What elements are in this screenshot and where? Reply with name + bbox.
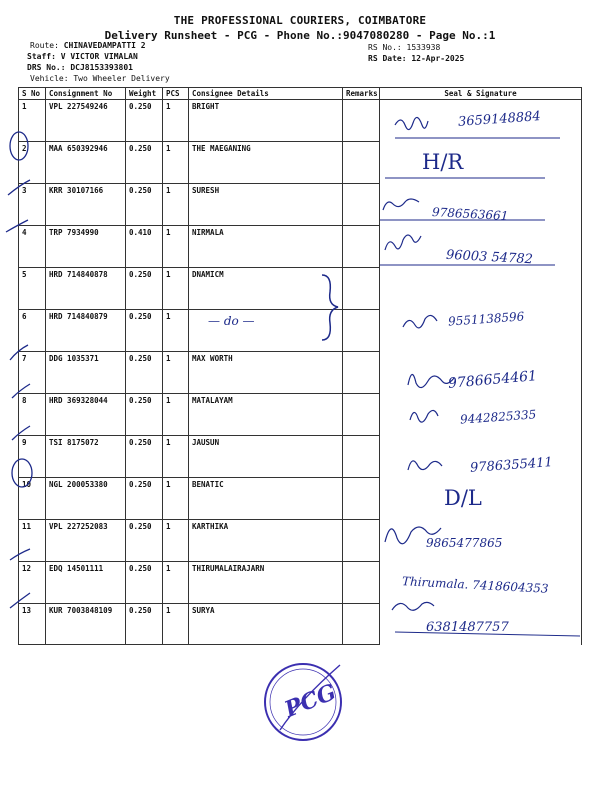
cell-sno: 8 bbox=[19, 394, 46, 436]
runsheet-subtitle: Delivery Runsheet - PCG - Phone No.:9047080280 - Page No.:1 bbox=[104, 29, 496, 42]
cell-weight: 0.250 bbox=[126, 562, 163, 604]
sig-row2: H/R bbox=[422, 150, 464, 174]
cell-consignment: HRD 714840878 bbox=[46, 268, 126, 310]
cell-pcs: 1 bbox=[163, 520, 189, 562]
cell-consignment: EDQ 14501111 bbox=[46, 562, 126, 604]
col-consignee: Consignee Details bbox=[189, 88, 343, 100]
cell-sno: 6 bbox=[19, 310, 46, 352]
route-value: CHINAVEDAMPATTI 2 bbox=[63, 41, 146, 50]
cell-consignee: BRIGHT bbox=[189, 100, 343, 142]
cell-consignment: VPL 227252083 bbox=[46, 520, 126, 562]
cell-pcs: 1 bbox=[163, 478, 189, 520]
cell-consignee: JAUSUN bbox=[189, 436, 343, 478]
cell-consignment: TRP 7934990 bbox=[46, 226, 126, 268]
cell-pcs: 1 bbox=[163, 100, 189, 142]
cell-sno: 4 bbox=[19, 226, 46, 268]
company-title: THE PROFESSIONAL COURIERS, COIMBATORE bbox=[173, 14, 427, 27]
cell-weight: 0.250 bbox=[126, 604, 163, 645]
staff-value: V VICTOR VIMALAN bbox=[60, 52, 138, 61]
cell-consignment: HRD 714840879 bbox=[46, 310, 126, 352]
cell-consignment: HRD 369328044 bbox=[46, 394, 126, 436]
cell-pcs: 1 bbox=[163, 268, 189, 310]
cell-pcs: 1 bbox=[163, 142, 189, 184]
sig-row8: 9442825335 bbox=[459, 407, 537, 427]
rs-no-value: 1533938 bbox=[406, 43, 441, 52]
cell-sno: 5 bbox=[19, 268, 46, 310]
cell-pcs: 1 bbox=[163, 604, 189, 645]
cell-weight: 0.250 bbox=[126, 142, 163, 184]
cell-weight: 0.250 bbox=[126, 100, 163, 142]
cell-consignee: SURYA bbox=[189, 604, 343, 645]
col-remarks: Remarks bbox=[343, 88, 380, 100]
col-weight: Weight bbox=[126, 88, 163, 100]
cell-pcs: 1 bbox=[163, 352, 189, 394]
cell-consignee: SURESH bbox=[189, 184, 343, 226]
sig-row13a: Thirumala. 7418604353 bbox=[401, 574, 549, 596]
cell-sno: 11 bbox=[19, 520, 46, 562]
cell-sno: 3 bbox=[19, 184, 46, 226]
cell-sno: 12 bbox=[19, 562, 46, 604]
cell-consignment: KRR 30107166 bbox=[46, 184, 126, 226]
rs-date-label: RS Date: bbox=[368, 54, 407, 63]
cell-weight: 0.250 bbox=[126, 394, 163, 436]
cell-sno: 9 bbox=[19, 436, 46, 478]
cell-pcs: 1 bbox=[163, 184, 189, 226]
vehicle-label: Vehicle: bbox=[30, 74, 69, 83]
cell-consignment: VPL 227549246 bbox=[46, 100, 126, 142]
sig-row10: 9786355411 bbox=[469, 455, 554, 476]
cell-weight: 0.250 bbox=[126, 520, 163, 562]
sig-row11: D/L bbox=[444, 486, 482, 510]
cell-weight: 0.250 bbox=[126, 478, 163, 520]
drs-value: DCJ8153393801 bbox=[70, 63, 133, 72]
sig-row3: 9786563661 bbox=[431, 205, 509, 223]
col-sno: S No bbox=[19, 88, 46, 100]
cell-weight: 0.250 bbox=[126, 352, 163, 394]
cell-weight: 0.410 bbox=[126, 226, 163, 268]
cell-consignee: BENATIC bbox=[189, 478, 343, 520]
staff-label: Staff: bbox=[27, 52, 56, 61]
cell-consignment: KUR 7003848109 bbox=[46, 604, 126, 645]
col-seal: Seal & Signature bbox=[380, 88, 582, 100]
cell-consignment: DDG 1035371 bbox=[46, 352, 126, 394]
rs-date-value: 12-Apr-2025 bbox=[411, 54, 465, 63]
vehicle-value: Two Wheeler Delivery bbox=[73, 74, 170, 83]
cell-sno: 1 bbox=[19, 100, 46, 142]
cell-weight: 0.250 bbox=[126, 184, 163, 226]
cell-weight: 0.250 bbox=[126, 436, 163, 478]
sig-row13b: 6381487757 bbox=[426, 620, 509, 635]
sig-row12: 9865477865 bbox=[426, 536, 503, 550]
cell-consignee: DNAMICM bbox=[189, 268, 343, 310]
sig-row7: 9786654461 bbox=[447, 368, 538, 392]
cell-consignment: MAA 650392946 bbox=[46, 142, 126, 184]
ditto-mark: — do — bbox=[208, 314, 255, 328]
cell-weight: 0.250 bbox=[126, 310, 163, 352]
cell-pcs: 1 bbox=[163, 310, 189, 352]
cell-weight: 0.250 bbox=[126, 268, 163, 310]
sig-row4: 96003 54782 bbox=[445, 247, 534, 268]
cell-consignee: THE MAEGANING bbox=[189, 142, 343, 184]
cell-sno: 13 bbox=[19, 604, 46, 645]
cell-pcs: 1 bbox=[163, 226, 189, 268]
col-pcs: PCS bbox=[163, 88, 189, 100]
sig-row6: 9551138596 bbox=[447, 309, 525, 329]
cell-consignee: MATALAYAM bbox=[189, 394, 343, 436]
cell-sno: 7 bbox=[19, 352, 46, 394]
cell-consignee: NIRMALA bbox=[189, 226, 343, 268]
cell-pcs: 1 bbox=[163, 436, 189, 478]
sig-row1: 3659148884 bbox=[457, 109, 542, 130]
cell-consignee: KARTHIKA bbox=[189, 520, 343, 562]
cell-consignee: THIRUMALAIRAJARN bbox=[189, 562, 343, 604]
cell-consignment: NGL 200053380 bbox=[46, 478, 126, 520]
drs-label: DRS No.: bbox=[27, 63, 66, 72]
col-consignment: Consignment No bbox=[46, 88, 126, 100]
cell-consignee: MAX WORTH bbox=[189, 352, 343, 394]
cell-pcs: 1 bbox=[163, 562, 189, 604]
cell-sno: 10 bbox=[19, 478, 46, 520]
route-label: Route: bbox=[30, 41, 59, 50]
cell-consignment: TSI 8175072 bbox=[46, 436, 126, 478]
stamp-text: PCG bbox=[281, 679, 340, 723]
rs-no-label: RS No.: bbox=[368, 43, 402, 52]
cell-sno: 2 bbox=[19, 142, 46, 184]
cell-pcs: 1 bbox=[163, 394, 189, 436]
